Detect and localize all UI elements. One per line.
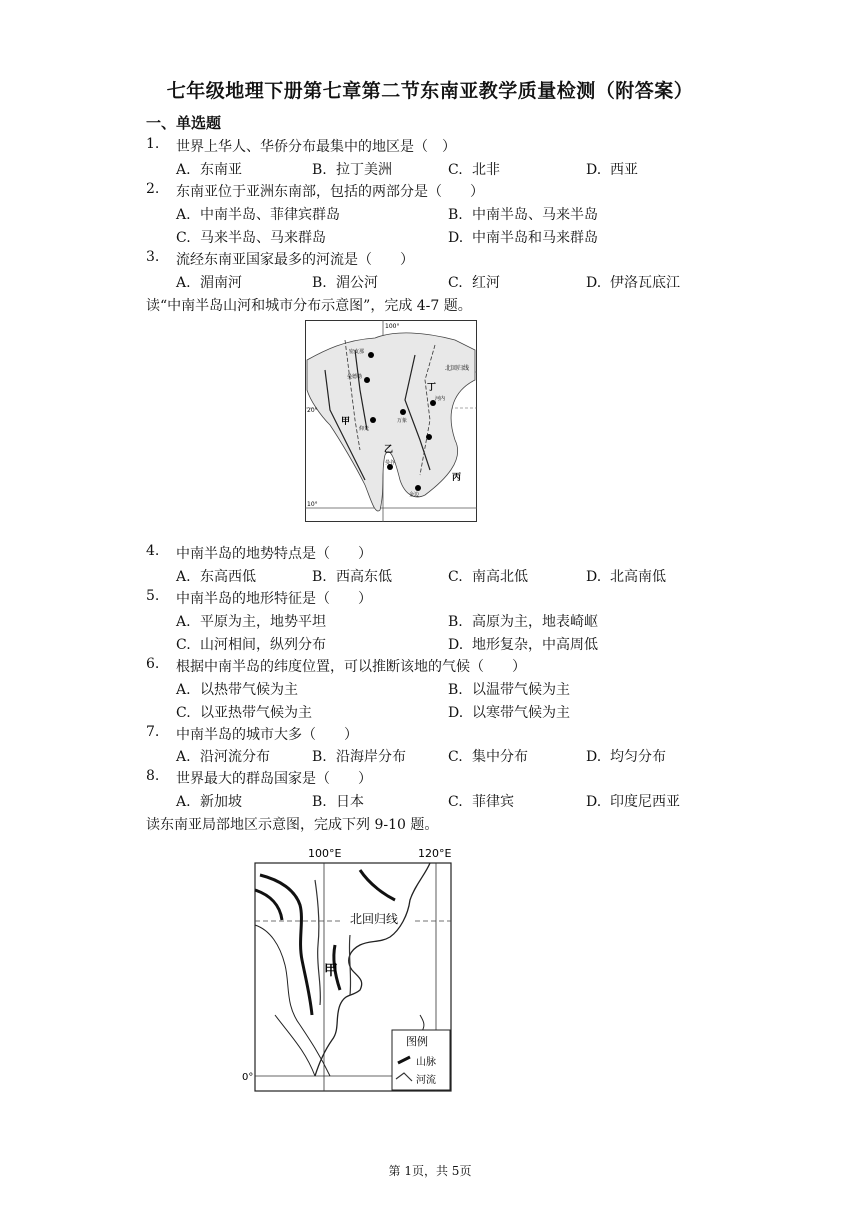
option-d: D. 西亚 xyxy=(586,162,638,178)
map1-label-jia: 甲 xyxy=(341,417,351,427)
option-b: B. 湄公河 xyxy=(312,275,378,291)
map2-legend xyxy=(392,1030,450,1090)
map1-lat20: 20° xyxy=(307,407,318,414)
option-c: C. 马来半岛、马来群岛 xyxy=(176,230,326,246)
option-a: A. 东高西低 xyxy=(176,569,256,585)
option-b: B. 中南半岛、马来半岛 xyxy=(448,207,598,223)
city-label: 密支那 xyxy=(349,349,365,355)
option-a: A. 中南半岛、菲律宾群岛 xyxy=(176,207,340,223)
reading-instruction: 读“中南半岛山河和城市分布示意图”，完成 4-7 题。 xyxy=(146,298,472,314)
map2-lon120: 120°E xyxy=(418,847,452,860)
southeast-asia-map xyxy=(240,845,460,1095)
option-c: C. 集中分布 xyxy=(448,749,528,765)
question-text: 东南亚位于亚洲东南部，包括的两部分是（ ） xyxy=(176,184,484,200)
question-number: 5. xyxy=(146,588,160,604)
option-c: C. 山河相间，纵列分布 xyxy=(176,637,326,653)
city-label: 万象 xyxy=(397,418,408,424)
option-b: B. 日本 xyxy=(312,794,364,810)
map1-lat10: 10° xyxy=(307,501,318,508)
legend-mountain: 山脉 xyxy=(416,1057,436,1068)
option-a: A. 平原为主，地势平坦 xyxy=(176,614,326,630)
option-b: B. 高原为主，地表崎岖 xyxy=(448,614,598,630)
option-c: C. 菲律宾 xyxy=(448,794,514,810)
option-a: A. 新加坡 xyxy=(176,794,242,810)
option-d: D. 中南半岛和马来群岛 xyxy=(448,230,598,246)
question-number: 8. xyxy=(146,768,160,784)
question-text: 中南半岛的地势特点是（ ） xyxy=(176,546,372,562)
map1-label-bing: 丙 xyxy=(452,473,462,483)
page-footer: 第 1页，共 5页 xyxy=(388,1164,472,1178)
option-c: C. 红河 xyxy=(448,275,500,291)
city-label: 河内 xyxy=(435,396,446,402)
option-a: A. 湄南河 xyxy=(176,275,242,291)
option-a: A. 东南亚 xyxy=(176,162,242,178)
map2-tropic: 北回归线 xyxy=(350,912,399,926)
option-d: D. 均匀分布 xyxy=(586,749,666,765)
question-text: 根据中南半岛的纬度位置，可以推断该地的气候（ ） xyxy=(176,659,526,675)
option-d: D. 印度尼西亚 xyxy=(586,794,680,810)
question-number: 2. xyxy=(146,181,160,197)
question-number: 7. xyxy=(146,724,160,740)
page-title: 七年级地理下册第七章第二节东南亚教学质量检测（附答案） xyxy=(166,80,694,102)
option-d: D. 以寒带气候为主 xyxy=(448,705,570,721)
option-c: C. 南高北低 xyxy=(448,569,528,585)
option-b: B. 以温带气候为主 xyxy=(448,682,570,698)
question-number: 6. xyxy=(146,656,160,672)
map2-lon100: 100°E xyxy=(308,847,342,860)
question-number: 4. xyxy=(146,543,160,559)
question-text: 中南半岛的地形特征是（ ） xyxy=(176,591,372,607)
section-heading: 一、单选题 xyxy=(146,114,222,132)
city-label: 曼谷 xyxy=(385,460,396,466)
legend-title: 图例 xyxy=(406,1035,428,1048)
option-d: D. 地形复杂，中高周低 xyxy=(448,637,598,653)
city-label: 仰光 xyxy=(359,426,370,432)
option-b: B. 西高东低 xyxy=(312,569,392,585)
question-number: 1. xyxy=(146,136,160,152)
option-d: D. 伊洛瓦底江 xyxy=(586,275,680,291)
city-label: 曼德勒 xyxy=(347,374,363,380)
question-text: 世界最大的群岛国家是（ ） xyxy=(176,771,372,787)
option-d: D. 北高南低 xyxy=(586,569,666,585)
option-c: C. 北非 xyxy=(448,162,500,178)
question-text: 中南半岛的城市大多（ ） xyxy=(176,727,358,743)
option-c: C. 以亚热带气候为主 xyxy=(176,705,312,721)
map2-lat0: 0° xyxy=(242,1072,254,1083)
option-a: A. 沿河流分布 xyxy=(176,749,270,765)
map2-label-jia: 甲 xyxy=(324,963,338,979)
option-b: B. 沿海岸分布 xyxy=(312,749,406,765)
question-text: 流经东南亚国家最多的河流是（ ） xyxy=(176,252,414,268)
map1-lon-label: 100° xyxy=(385,323,400,330)
map1-label-ding: 丁 xyxy=(427,383,437,393)
indochina-map xyxy=(305,320,477,522)
option-a: A. 以热带气候为主 xyxy=(176,682,298,698)
option-b: B. 拉丁美洲 xyxy=(312,162,392,178)
map1-tropic: 北回归线 xyxy=(445,365,470,372)
map1-label-yi: 乙 xyxy=(384,445,394,455)
question-number: 3. xyxy=(146,249,160,265)
reading-instruction: 读东南亚局部地区示意图，完成下列 9-10 题。 xyxy=(146,817,439,833)
city-label: 金边 xyxy=(409,492,420,498)
legend-river: 河流 xyxy=(416,1075,436,1086)
question-text: 世界上华人、华侨分布最集中的地区是（ ） xyxy=(176,139,456,155)
